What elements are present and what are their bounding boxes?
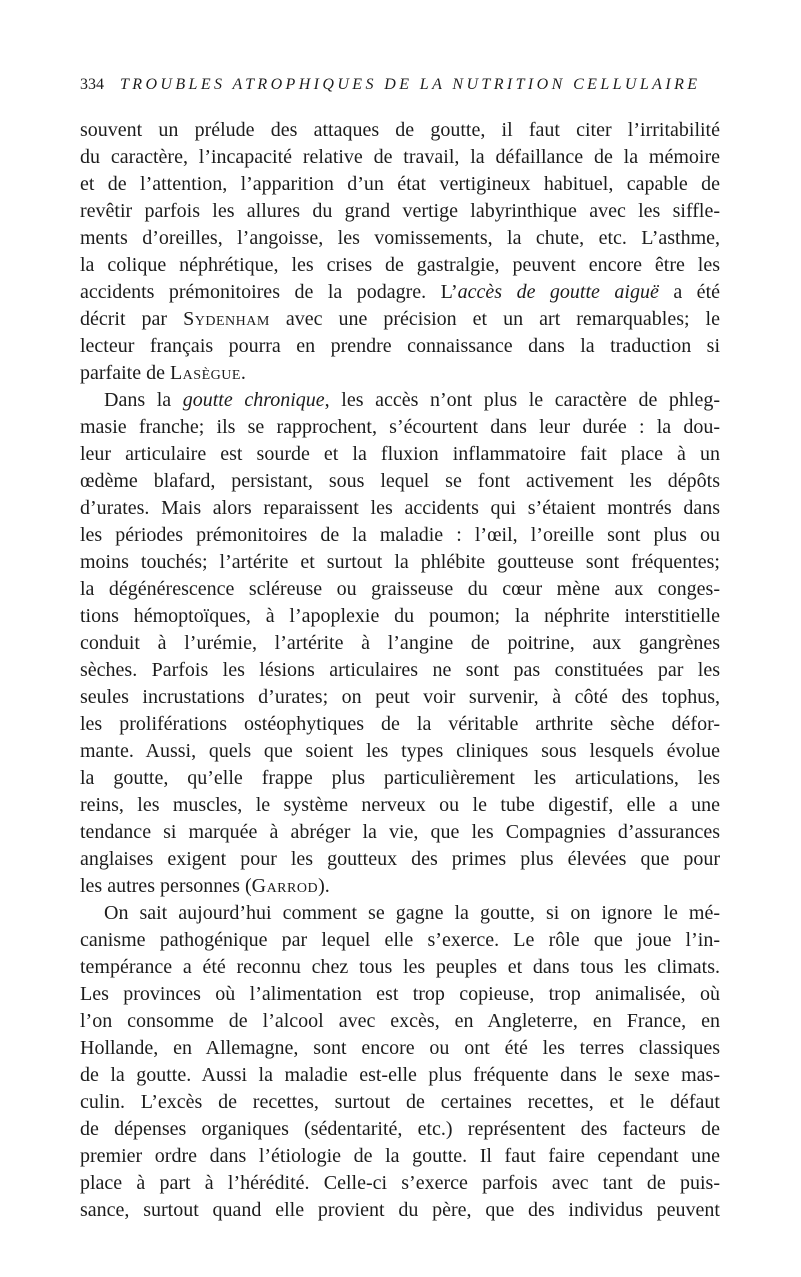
text-line: revêtir parfois les allures du grand vertige labyrinthique avec les siffle- [80,200,720,222]
text-line: les périodes prémonitoires de la maladie : l’œil, l’oreille sont plus ou [80,524,720,546]
text-line: du caractère, l’incapacité relative de travail, la défaillance de la mémoire [80,146,720,168]
text-line: lecteur français pourra en prendre connaissance dans la traduction si [80,335,720,357]
text-line: la dégénérescence scléreuse ou graisseuse du cœur mène aux conges- [80,578,720,600]
text-run: Dans la [104,389,183,411]
italic-term: accès de goutte aiguë [457,281,659,303]
text-line [80,358,720,388]
text-line: culin. L’excès de recettes, surtout de certaines recettes, et le défaut [80,1091,720,1113]
text-run: ). [318,875,330,897]
text-line: On sait aujourd’hui comment se gagne la goutte, si on ignore le mé- [104,902,720,924]
italic-term: goutte chronique [182,389,325,411]
text-line [80,277,720,307]
text-line: leur articulaire est sourde et la fluxion inflammatoire fait place à un [80,443,720,465]
text-run: décrit par [80,308,184,330]
text-line: la colique néphrétique, les crises de gastralgie, peuvent encore être les [80,254,720,276]
text-line [80,304,720,334]
text-line: tions hémoptoïques, à l’apoplexie du poumon; la néphrite interstitielle [80,605,720,627]
author-name: Garrod [251,875,319,897]
page-number: 334 [80,76,104,93]
text-line: sance, surtout quand elle provient du père, que des individus peuvent [80,1199,720,1221]
text-run: . [240,362,246,384]
text-line [80,871,720,901]
text-line: souvent un prélude des attaques de goutte, il faut citer l’irritabilité [80,119,720,141]
text-line: seules incrustations d’urates; on peut voir survenir, à côté des tophus, [80,686,720,708]
text-line: canisme pathogénique par lequel elle s’exerce. Le rôle que joue l’in- [80,929,720,951]
text-line: ments d’oreilles, l’angoisse, les vomissements, la chute, etc. L’asthme, [80,227,720,249]
text-line: place à part à l’hérédité. Celle-ci s’exerce parfois avec tant de puis- [80,1172,720,1194]
text-run: a été [658,281,720,303]
author-name: Sydenham [183,308,270,330]
author-name: Lasègue [169,362,241,384]
text-line: les proliférations ostéophytiques de la véritable arthrite sèche défor- [80,713,720,735]
text-line: sèches. Parfois les lésions articulaires ne sont pas constituées par les [80,659,720,681]
text-line: l’on consomme de l’alcool avec excès, en Angleterre, en France, en [80,1010,720,1032]
text-run: avec une précision et un art remarquables; le [269,308,720,330]
text-line [80,385,720,415]
text-run: les autres personnes ( [80,875,252,897]
text-run: parfaite de [80,362,170,384]
text-line: premier ordre dans l’étiologie de la goutte. Il faut faire cependant une [80,1145,720,1167]
text-run: , les accès n’ont plus le caractère de phleg- [324,389,721,411]
text-line: Les provinces où l’alimentation est trop copieuse, trop animalisée, où [80,983,720,1005]
text-line: de dépenses organiques (sédentarité, etc.) représentent des facteurs de [80,1118,720,1140]
text-line: reins, les muscles, le système nerveux ou le tube digestif, elle a une [80,794,720,816]
text-line: mante. Aussi, quels que soient les types cliniques sous lesquels évolue [80,740,720,762]
text-line: d’urates. Mais alors reparaissent les accidents qui s’étaient montrés dans [80,497,720,519]
text-line: conduit à l’urémie, l’artérite à l’angine de poitrine, aux gangrènes [80,632,720,654]
text-line: et de l’attention, l’apparition d’un état vertigineux habituel, capable de [80,173,720,195]
text-line: anglaises exigent pour les goutteux des primes plus élevées que pour [80,848,720,870]
text-line: masie franche; ils se rapprochent, s’écourtent dans leur durée : la dou- [80,416,720,438]
text-line: la goutte, qu’elle frappe plus particulièrement les articulations, les [80,767,720,789]
text-line: tempérance a été reconnu chez tous les peuples et dans tous les climats. [80,956,720,978]
text-line: tendance si marquée à abréger la vie, que les Compagnies d’assurances [80,821,720,843]
text-line: de la goutte. Aussi la maladie est-elle plus fréquente dans le sexe mas- [80,1064,720,1086]
running-title: TROUBLES ATROPHIQUES DE LA NUTRITION CELLULAIRE [120,76,701,93]
text-line: œdème blafard, persistant, sous lequel se font activement les dépôts [80,470,720,492]
text-line: Hollande, en Allemagne, sont encore ou ont été les terres classiques [80,1037,720,1059]
text-run: accidents prémonitoires de la podagre. L’ [80,281,458,303]
running-head [80,76,720,100]
text-line: moins touchés; l’artérite et surtout la phlébite goutteuse sont fréquentes; [80,551,720,573]
